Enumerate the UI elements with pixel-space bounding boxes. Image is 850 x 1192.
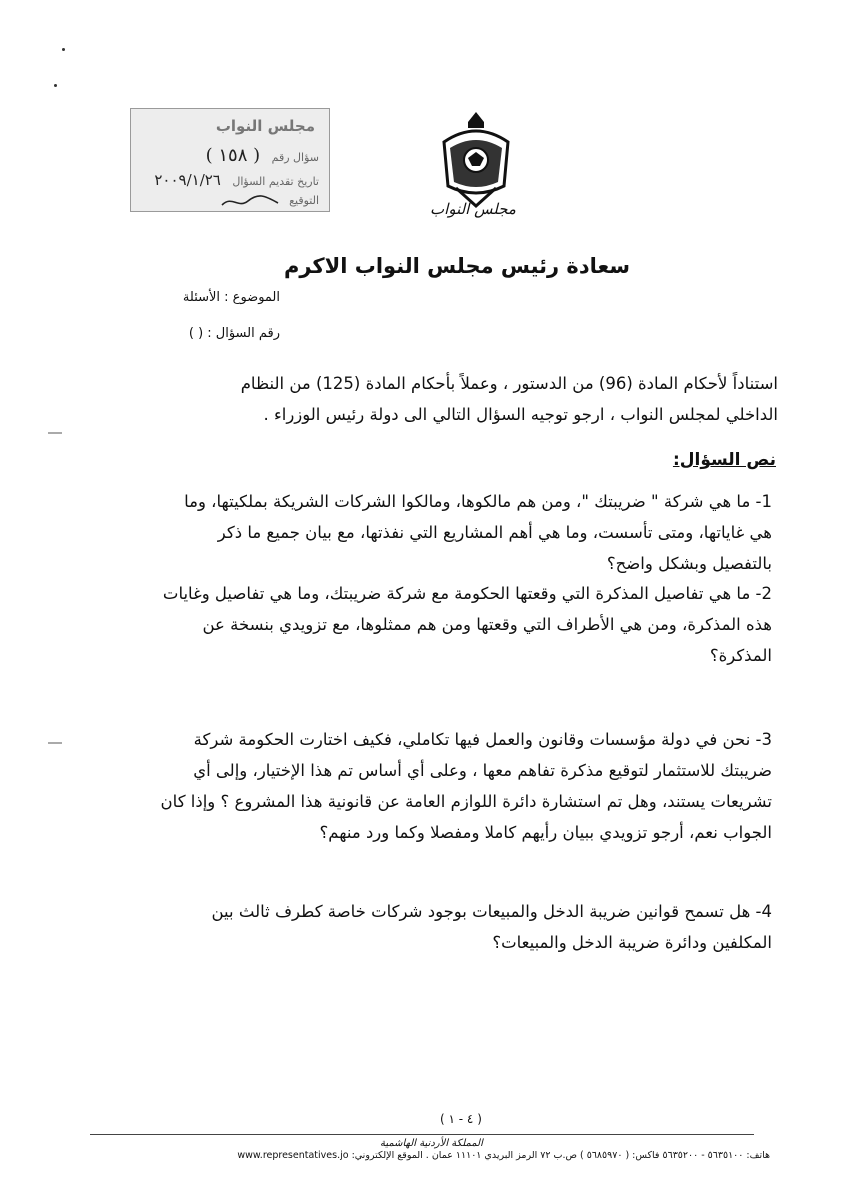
stamp-submission-date xyxy=(154,171,319,189)
stamp-question-number xyxy=(206,145,319,166)
question-4: 4- هل تسمح قوانين ضريبة الدخل والمبيعات بوجود شركات خاصة كطرف ثالث بين المكلفين ودائرة ضريبة الدخل والمبيعات؟ xyxy=(211,902,772,952)
received-stamp xyxy=(130,108,330,212)
question-number-line: رقم السؤال : ( ) xyxy=(188,326,280,341)
margin-mark xyxy=(48,742,62,744)
scan-mark xyxy=(62,48,65,51)
footer-institution: المملكة الأردنية الهاشمية xyxy=(380,1138,483,1149)
letterhead-brand: مجلس النواب xyxy=(430,200,516,218)
stamp-question-number-value: ( ١٥٨ ) xyxy=(205,145,261,166)
addressee-heading: سعادة رئيس مجلس النواب الاكرم xyxy=(283,254,630,278)
question-1: 1- ما هي شركة " ضريبتك "، ومن هم مالكوها، ومالكوا الشركات الشريكة بملكيتها، وما هي غاياتها، ومتى تأسست، وما هي أهم المشاريع التي نفذتها، مع بيان جميع ما ذكر بالتفصيل وبشكل واضح؟ xyxy=(184,492,772,573)
question-2: 2- ما هي تفاصيل المذكرة التي وقعتها الحكومة مع شركة ضريبتك، وما هي تفاصيل وغايات هذه المذكرة، ومن هي الأطراف التي وقعتها ومن هم ممثلوها، مع تزويدي بنسخة عن المذكرة؟ xyxy=(162,584,772,665)
subject-line: الموضوع : الأسئلة xyxy=(182,290,280,305)
signature-scribble-icon xyxy=(220,193,280,209)
footer-contact: هاتف: ٥٦٣٥١٠٠ - ٥٦٣٥٢٠٠ فاكس: ( ٥٦٨٥٩٧٠ ) ص.ب ٧٢ الرمز البريدي ١١١٠١ عمان . الموقع الإلكتروني: www.representatives.jo xyxy=(237,1150,770,1161)
stamp-signature-label: التوقيع xyxy=(289,194,319,207)
intro-paragraph: استناداً لأحكام المادة (96) من الدستور ، وعملاً بأحكام المادة (125) من النظام الداخلي لمجلس النواب ، ارجو توجيه السؤال التالي الى دولة رئيس الوزراء . xyxy=(240,374,778,424)
margin-mark xyxy=(48,432,62,434)
stamp-date-label: تاريخ تقديم السؤال xyxy=(232,175,319,188)
scan-mark xyxy=(54,84,57,87)
stamp-date-value: ٢٠٠٩/١/٢٦ xyxy=(154,171,221,189)
footer-divider xyxy=(90,1134,754,1135)
stamp-question-number-label: سؤال رقم xyxy=(271,151,319,164)
stamp-signature xyxy=(220,193,319,209)
question-3: 3- نحن في دولة مؤسسات وقانون والعمل فيها تكاملي، فكيف اختارت الحكومة شركة ضريبتك للاستثمار لتوقيع مذكرة تفاهم معها ، وعلى أي أساس تم هذا الإختيار، وإلى أي تشريعات يستند، وهل تم استشارة دائرة اللوازم العامة عن قانونية هذا المشروع ؟ وإذا كان الجواب نعم، أرجو تزويدي ببيان رأيهم كاملا ومفصلا وكما ورد منهم؟ xyxy=(160,730,772,842)
section-title: نص السؤال: xyxy=(672,450,776,470)
stamp-title: مجلس النواب xyxy=(215,117,315,135)
page-number: ( ٤ - ١ ) xyxy=(440,1112,482,1126)
coat-of-arms-icon xyxy=(434,108,518,210)
